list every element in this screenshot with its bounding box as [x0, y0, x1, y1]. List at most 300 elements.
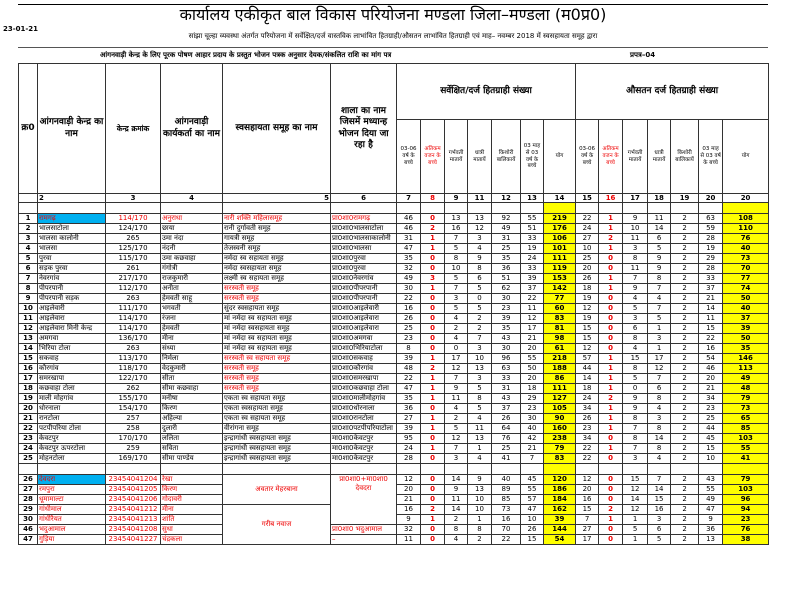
average-value: 96	[723, 495, 769, 505]
center-name: रमपुरा	[38, 485, 106, 495]
beneficiary-table	[18, 63, 769, 545]
table-row	[19, 304, 769, 314]
average-value: 12	[576, 344, 599, 354]
average-value: 8	[648, 424, 671, 434]
surveyed-value: 5	[445, 424, 468, 434]
average-value: 2	[671, 334, 699, 344]
average-value: 79	[723, 475, 769, 485]
table-row	[19, 224, 769, 234]
average-value: 27	[576, 234, 599, 244]
average-value: 15	[699, 444, 723, 454]
center-code: 259	[106, 444, 161, 454]
row-number: 25	[19, 454, 38, 464]
surveyed-value: 0	[445, 344, 468, 354]
shg-name: इन्द्रागांधी स्वसहायता समूह	[223, 434, 331, 444]
surveyed-value: 49	[397, 274, 421, 284]
surveyed-value: 30	[492, 294, 521, 304]
empty-cell	[671, 464, 699, 475]
center-code: 125/170	[106, 244, 161, 254]
average-value: 2	[671, 354, 699, 364]
surveyed-value: 11	[468, 424, 492, 434]
center-name: आइलेवारा मिनी केन्द्र	[38, 324, 106, 334]
table-row	[19, 254, 769, 264]
average-value: 76	[723, 525, 769, 535]
school-name: प्रा0शा0रानटोला	[331, 414, 397, 424]
surveyed-value: 4	[468, 244, 492, 254]
empty-cell	[445, 203, 468, 214]
surveyed-value: 10	[445, 264, 468, 274]
average-value: 0	[599, 495, 623, 505]
shg-name: रानी दुर्गावती समूह	[223, 224, 331, 234]
school-name: मा0शा0केवटपुर	[331, 444, 397, 454]
center-code: 115/170	[106, 254, 161, 264]
surveyed-value: 81	[544, 324, 576, 334]
col-average-5: 03 माह से 03 वर्ष के बच्चे	[699, 120, 723, 194]
surveyed-value: 21	[521, 334, 544, 344]
center-name: माली मोहगांव	[38, 394, 106, 404]
surveyed-value: 9	[468, 254, 492, 264]
average-value: 2	[671, 384, 699, 394]
table-row	[19, 294, 769, 304]
average-value: 9	[648, 254, 671, 264]
average-value: 76	[723, 234, 769, 244]
average-value: 7	[648, 374, 671, 384]
average-value: 6	[623, 324, 648, 334]
average-value: 48	[723, 384, 769, 394]
surveyed-value: 36	[492, 264, 521, 274]
table-row	[19, 434, 769, 444]
average-value: 28	[699, 264, 723, 274]
average-value: 108	[723, 214, 769, 224]
surveyed-value: 8	[445, 525, 468, 535]
average-value: 14	[648, 485, 671, 495]
center-name: नेवरगांव	[38, 274, 106, 284]
empty-cell	[106, 464, 161, 475]
surveyed-value: 5	[468, 404, 492, 414]
surveyed-value: 47	[521, 505, 544, 515]
average-value: 21	[699, 294, 723, 304]
surveyed-value: 31	[492, 234, 521, 244]
column-number: 20	[699, 194, 723, 203]
surveyed-value: 13	[468, 364, 492, 374]
center-name: देवदरा	[38, 475, 106, 485]
table-row	[19, 284, 769, 294]
empty-cell	[38, 464, 106, 475]
average-value: 0	[599, 334, 623, 344]
surveyed-value: 86	[544, 374, 576, 384]
center-name: पीपरपानी सड़क	[38, 294, 106, 304]
surveyed-value: 14	[445, 475, 468, 485]
worker-name: रंजना	[161, 314, 223, 324]
column-number: 5	[223, 194, 331, 203]
worker-name: चंद्रकला	[161, 535, 223, 545]
worker-name: हेमवती	[161, 324, 223, 334]
surveyed-value: 13	[468, 214, 492, 224]
average-value: 23	[576, 424, 599, 434]
surveyed-value: 12	[468, 224, 492, 234]
average-value: 10	[623, 224, 648, 234]
average-value: 79	[723, 394, 769, 404]
average-value: 34	[576, 434, 599, 444]
empty-cell	[599, 464, 623, 475]
school-name: प्रा0शा0आइलेवारी	[331, 304, 397, 314]
average-value: 9	[623, 404, 648, 414]
surveyed-value: 1	[421, 384, 445, 394]
surveyed-value: 21	[521, 444, 544, 454]
surveyed-value: 3	[445, 294, 468, 304]
col-surveyed-5: 03 माह से 03 वर्ष के बच्चे	[521, 120, 544, 194]
average-value: 7	[648, 304, 671, 314]
center-code: 169/170	[106, 454, 161, 464]
surveyed-value: 4	[445, 535, 468, 545]
average-value: 19	[699, 244, 723, 254]
average-value: 2	[671, 394, 699, 404]
row-number: 24	[19, 444, 38, 454]
average-value: 19	[576, 294, 599, 304]
shg-name: गरीब नवाज	[223, 505, 331, 545]
surveyed-value: 4	[445, 314, 468, 324]
average-value: 65	[723, 414, 769, 424]
surveyed-value: 186	[544, 485, 576, 495]
center-code: 23454041204	[106, 475, 161, 485]
worker-name: सीमा पाण्डेय	[161, 454, 223, 464]
average-value: 14	[576, 374, 599, 384]
shg-name: मां नर्मदा स्व सहायता समूह	[223, 344, 331, 354]
average-value: 0	[599, 535, 623, 545]
surveyed-value: 218	[544, 354, 576, 364]
surveyed-value: 120	[544, 475, 576, 485]
surveyed-value: 22	[521, 294, 544, 304]
column-number: 12	[492, 194, 521, 203]
surveyed-value: 1	[421, 424, 445, 434]
surveyed-value: 42	[521, 434, 544, 444]
worker-name: अनीता	[161, 284, 223, 294]
center-code: 118/170	[106, 364, 161, 374]
surveyed-value: 33	[492, 374, 521, 384]
col-center-name: आंगनवाड़ी केन्द्र का नाम	[38, 64, 106, 194]
average-value: 25	[576, 254, 599, 264]
average-value: 50	[723, 294, 769, 304]
average-value: 26	[576, 274, 599, 284]
average-group-header: औसतन दर्ज हितग्राही संख्या	[576, 64, 769, 120]
average-value: 20	[576, 264, 599, 274]
column-number: 4	[161, 194, 223, 203]
surveyed-value: 12	[521, 314, 544, 324]
surveyed-value: 4	[445, 334, 468, 344]
shg-name: वीरांगना समूह	[223, 424, 331, 434]
table-row	[19, 244, 769, 254]
school-name: प्रा0शा0भिरियाटोला	[331, 344, 397, 354]
shg-name: एकता स्वसहायता समूह	[223, 404, 331, 414]
empty-cell	[161, 464, 223, 475]
row-number: 7	[19, 274, 38, 284]
average-value: 0	[623, 384, 648, 394]
col-average-4: किशोरी बालिकायें	[671, 120, 699, 194]
shg-name: इन्द्रागांधी स्वसहायता समूह	[223, 444, 331, 454]
column-number: 8	[421, 194, 445, 203]
surveyed-value: 127	[544, 394, 576, 404]
surveyed-value: 35	[397, 254, 421, 264]
empty-cell	[699, 464, 723, 475]
center-name: समरखापा	[38, 374, 106, 384]
surveyed-value: 9	[445, 384, 468, 394]
average-value: 0	[599, 314, 623, 324]
table-row	[19, 264, 769, 274]
average-value: 2	[671, 304, 699, 314]
center-name: आइलेवारा	[38, 314, 106, 324]
shg-name: सुंदर स्वसहायता समूह	[223, 304, 331, 314]
row-number: 21	[19, 414, 38, 424]
average-value: 44	[699, 424, 723, 434]
worker-name: छाया	[161, 224, 223, 234]
shg-name: अवतार मेहरबाना	[223, 475, 331, 505]
average-value: 46	[699, 364, 723, 374]
average-value: 113	[723, 364, 769, 374]
surveyed-value: 76	[492, 434, 521, 444]
average-value: 33	[699, 274, 723, 284]
table-row	[19, 525, 769, 535]
average-value: 2	[671, 495, 699, 505]
surveyed-value: 3	[468, 374, 492, 384]
empty-cell	[648, 203, 671, 214]
surveyed-value: 73	[492, 505, 521, 515]
column-number	[19, 194, 38, 203]
average-value: 85	[723, 424, 769, 434]
table-row	[19, 414, 769, 424]
center-code: 257	[106, 414, 161, 424]
surveyed-value: 39	[521, 274, 544, 284]
average-value: 41	[723, 454, 769, 464]
worker-name: राजकुमारी	[161, 274, 223, 284]
average-value: 2	[671, 264, 699, 274]
average-value: 14	[699, 304, 723, 314]
table-row	[19, 535, 769, 545]
average-value: 16	[576, 495, 599, 505]
average-value: 3	[648, 414, 671, 424]
surveyed-value: 7	[445, 234, 468, 244]
center-name: भिरिया टोला	[38, 344, 106, 354]
average-value: 2	[671, 475, 699, 485]
empty-cell	[468, 203, 492, 214]
average-value: 1	[648, 324, 671, 334]
school-name: प्रा0शा0+मा0शा0 देवदरा	[331, 475, 397, 525]
average-value: 2	[671, 525, 699, 535]
surveyed-value: 30	[521, 414, 544, 424]
surveyed-value: 162	[544, 505, 576, 515]
surveyed-value: 2	[468, 314, 492, 324]
worker-name: निर्मला	[161, 354, 223, 364]
surveyed-value: 35	[397, 394, 421, 404]
column-number: 11	[468, 194, 492, 203]
row-number: 4	[19, 244, 38, 254]
col-average-1: अतिकम वजन के बच्चे	[599, 120, 623, 194]
worker-name: अहिल्या	[161, 414, 223, 424]
average-value: 16	[699, 344, 723, 354]
row-number: 14	[19, 344, 38, 354]
average-value: 24	[576, 224, 599, 234]
center-code: 111/170	[106, 304, 161, 314]
surveyed-value: 90	[544, 414, 576, 424]
average-value: 3	[623, 314, 648, 324]
center-name: केवटपुर ऊपरटोला	[38, 444, 106, 454]
shg-name: सरस्वती समूह	[223, 294, 331, 304]
school-name: प्रा0शा0रामगढ़	[331, 214, 397, 224]
center-name: भालसाटोला	[38, 224, 106, 234]
center-code: 23454041227	[106, 535, 161, 545]
average-value: 2	[671, 214, 699, 224]
shg-name: एकता स्व सहायता समूह	[223, 414, 331, 424]
table-row	[19, 234, 769, 244]
center-name: भदुआमाल	[38, 525, 106, 535]
surveyed-value: 2	[468, 535, 492, 545]
center-code: 265	[106, 234, 161, 244]
shg-name: नर्मदा स्व सहायता समूह	[223, 254, 331, 264]
surveyed-value: 62	[492, 284, 521, 294]
col-average-3: धात्री मातायें	[648, 120, 671, 194]
average-value: 24	[576, 394, 599, 404]
average-value: 2	[671, 404, 699, 414]
average-value: 2	[671, 324, 699, 334]
average-value: 8	[623, 334, 648, 344]
worker-name: शांति	[161, 515, 223, 525]
surveyed-value: 39	[397, 354, 421, 364]
surveyed-value: 55	[521, 354, 544, 364]
average-value: 1	[648, 344, 671, 354]
surveyed-value: 160	[544, 424, 576, 434]
average-value: 7	[576, 515, 599, 525]
surveyed-value: 1	[421, 394, 445, 404]
average-value: 20	[699, 374, 723, 384]
average-value: 39	[723, 324, 769, 334]
average-value: 1	[599, 244, 623, 254]
center-name: सड़क पुरवा	[38, 264, 106, 274]
spacer-row	[19, 464, 769, 475]
surveyed-value: 13	[445, 214, 468, 224]
surveyed-value: 8	[397, 344, 421, 354]
surveyed-value: 28	[397, 454, 421, 464]
surveyed-value: 96	[492, 354, 521, 364]
row-number: 9	[19, 294, 38, 304]
surveyed-value: 43	[492, 394, 521, 404]
surveyed-value: 2	[421, 224, 445, 234]
average-value: 2	[671, 505, 699, 515]
average-value: 2	[671, 454, 699, 464]
average-value: 4	[623, 294, 648, 304]
surveyed-value: 98	[544, 334, 576, 344]
average-value: 11	[648, 214, 671, 224]
surveyed-value: 2	[421, 505, 445, 515]
surveyed-value: 21	[397, 495, 421, 505]
surveyed-value: 55	[521, 214, 544, 224]
average-value: 36	[699, 525, 723, 535]
shg-name: सरस्वती समूह	[223, 384, 331, 394]
empty-cell	[19, 464, 38, 475]
empty-cell	[19, 203, 38, 214]
center-name: केवटपुर	[38, 434, 106, 444]
surveyed-value: 51	[492, 274, 521, 284]
center-code: 155/170	[106, 394, 161, 404]
center-code: 263	[106, 294, 161, 304]
surveyed-value: 35	[492, 254, 521, 264]
center-name: गांधीमाल	[38, 505, 106, 515]
shg-name: नर्मदा स्वसहायता समूह	[223, 264, 331, 274]
center-code: 23454041208	[106, 525, 161, 535]
average-value: 8	[648, 274, 671, 284]
col-sno: क्र0	[19, 64, 38, 194]
worker-name: उमा कछवाहा	[161, 254, 223, 264]
school-name: प्रा0शा0भालसाटोला	[331, 224, 397, 234]
surveyed-value: 1	[421, 284, 445, 294]
surveyed-value: 17	[445, 354, 468, 364]
surveyed-value: 5	[468, 304, 492, 314]
average-value: 18	[576, 284, 599, 294]
empty-cell	[331, 203, 397, 214]
row-number: 30	[19, 515, 38, 525]
center-code: 136/170	[106, 334, 161, 344]
average-value: 49	[699, 495, 723, 505]
center-code: 170/170	[106, 434, 161, 444]
surveyed-value: 36	[397, 404, 421, 414]
surveyed-value: 0	[421, 404, 445, 414]
surveyed-value: 8	[445, 254, 468, 264]
empty-cell	[106, 203, 161, 214]
surveyed-value: 9	[397, 515, 421, 525]
column-number: 14	[544, 194, 576, 203]
average-value: 12	[623, 505, 648, 515]
table-row	[19, 364, 769, 374]
empty-cell	[421, 203, 445, 214]
average-value: 10	[699, 454, 723, 464]
empty-cell	[623, 464, 648, 475]
average-value: 22	[576, 444, 599, 454]
surveyed-value: 40	[492, 475, 521, 485]
surveyed-value: 0	[421, 454, 445, 464]
school-name: प्रा0शा0आइलेवारा	[331, 324, 397, 334]
column-number: 15	[576, 194, 599, 203]
average-value: 15	[623, 354, 648, 364]
row-number: 17	[19, 374, 38, 384]
surveyed-value: 60	[544, 304, 576, 314]
worker-name: संध्या	[161, 344, 223, 354]
worker-name: मीना	[161, 334, 223, 344]
surveyed-value: 19	[521, 244, 544, 254]
col-shg: स्वसहायता समूह का नाम	[223, 64, 331, 194]
surveyed-value: 11	[397, 535, 421, 545]
average-value: 59	[699, 224, 723, 234]
average-value: 57	[576, 354, 599, 364]
average-value: 37	[723, 314, 769, 324]
surveyed-value: 92	[492, 214, 521, 224]
surveyed-value: 43	[492, 334, 521, 344]
col-surveyed-3: धात्री मातायें	[468, 120, 492, 194]
worker-name: भगवती	[161, 304, 223, 314]
average-value: 1	[599, 364, 623, 374]
average-value: 8	[623, 434, 648, 444]
surveyed-value: 2	[421, 364, 445, 374]
average-value: 1	[599, 354, 623, 364]
surveyed-value: 0	[421, 535, 445, 545]
worker-name: गंगोत्री	[161, 264, 223, 274]
surveyed-value: 39	[544, 515, 576, 525]
average-value: 5	[648, 314, 671, 324]
center-code: 23454041212	[106, 505, 161, 515]
average-value: 0	[599, 254, 623, 264]
average-value: 5	[623, 304, 648, 314]
surveyed-value: 55	[521, 485, 544, 495]
center-code: 114/170	[106, 324, 161, 334]
table-row	[19, 374, 769, 384]
average-value: 9	[623, 214, 648, 224]
